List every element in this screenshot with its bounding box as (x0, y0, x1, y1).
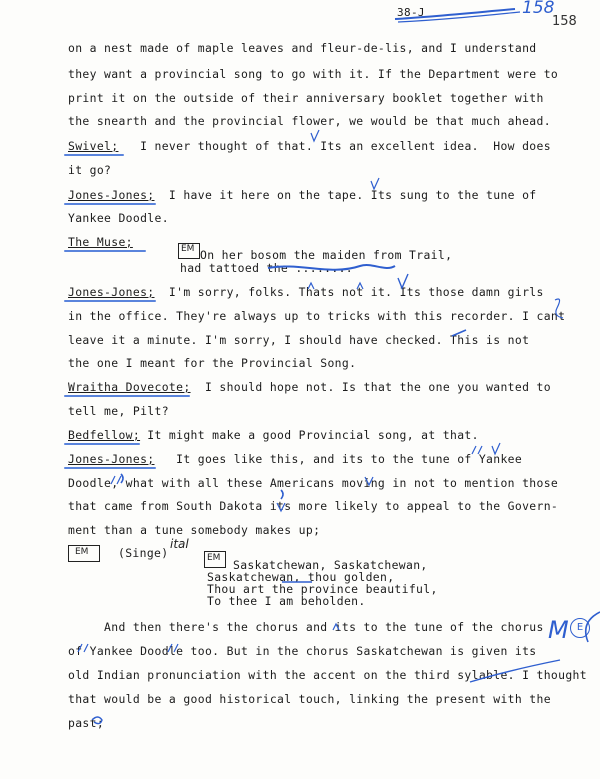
handwritten-page-number-2: 158 (552, 14, 577, 29)
strike-mark (452, 330, 466, 336)
text-line: past; (68, 716, 105, 730)
speech-line: Jones-Jones; I have it here on the tape. Its sung to the tune of (68, 188, 537, 202)
speaker-name: Jones-Jones; (68, 188, 155, 202)
verse-line: Saskatchewan, thou golden, (207, 570, 395, 584)
verse-line: Thou art the province beautiful, (207, 582, 438, 596)
speaker-name: Jones-Jones; (68, 452, 155, 466)
handwritten-note: ital (170, 537, 189, 551)
curl-mark (586, 612, 600, 642)
speaker-name: Jones-Jones; (68, 285, 155, 299)
check-mark (398, 274, 408, 288)
speech-line: Jones-Jones; I'm sorry, folks. Thats not it. Its those damn girls (68, 285, 544, 299)
strike-scribble (268, 265, 395, 270)
speaker-name: Swivel; (68, 139, 119, 153)
verse-line: had tattoed the ........ (180, 261, 353, 275)
handwritten-page-number: 158 (522, 0, 555, 18)
text-line: print it on the outside of their anniversary booklet together with (68, 91, 544, 105)
caret-mark (333, 624, 339, 630)
check-mark (311, 130, 319, 141)
speech-line: Wraitha Dovecote; I should hope not. Is that the one you wanted to (68, 380, 551, 394)
verse-line: On her bosom the maiden from Trail, (200, 248, 453, 262)
margin-circle: E (570, 618, 590, 638)
check-mark (492, 443, 500, 454)
strike-underline (470, 660, 560, 682)
text-line: And then there's the chorus and its to the tune of the chorus (68, 620, 544, 634)
text-line: the snearth and the provincial flower, we would be that much ahead. (68, 114, 551, 128)
text-line: ment than a tune somebody makes up; (68, 523, 321, 537)
comma-mark (281, 490, 283, 499)
curl-mark (92, 717, 102, 724)
quote-mark (472, 446, 482, 454)
verse-line: Saskatchewan, Saskatchewan, (233, 558, 428, 572)
speech-line: Jones-Jones; It goes like this, and its to the tune of Yankee (68, 452, 523, 466)
speaker-name: The Muse; (68, 235, 133, 249)
text-line: that would be a good historical touch, linking the present with the (68, 692, 551, 706)
speech-line: Swivel; I never thought of that. Its an excellent idea. How does (68, 139, 551, 153)
text-line: that came from South Dakota its more likely to appeal to the Govern- (68, 499, 559, 513)
quote-mark (168, 644, 178, 652)
check-mark (371, 178, 379, 189)
insert-caret (277, 503, 285, 511)
text-line: it go? (68, 163, 112, 177)
text-line: old Indian pronunciation with the accent on the third sylable. I thought (68, 668, 587, 682)
text-line: tell me, Pilt? (68, 404, 169, 418)
caret-mark (357, 283, 363, 289)
speaker-name: Wraitha Dovecote; (68, 380, 191, 394)
stage-direction: (Singe) (118, 546, 169, 560)
insert-caret (365, 477, 373, 485)
em-mark: EM (68, 545, 100, 562)
em-mark: EM (204, 551, 226, 568)
text-line: Yankee Doodle. (68, 211, 169, 225)
text-line: in the office. They're always up to tricks with this recorder. I cant (68, 309, 566, 323)
speech-line: Bedfellow; It might make a good Provincial song, at that. (68, 428, 479, 442)
comma-mark (121, 474, 123, 483)
page-label: 38-J (397, 6, 425, 19)
text-line: they want a provincial song to go with it. If the Department were to (68, 67, 559, 81)
text-line: the one I meant for the Provincial Song. (68, 356, 357, 370)
quote-mark (111, 476, 121, 484)
em-mark: EM (178, 243, 200, 259)
text-line: leave it a minute. I'm sorry, I should have checked. This is not (68, 333, 530, 347)
text-line: of Yankee Doodle too. But in the chorus Saskatchewan is given its (68, 644, 537, 658)
text-line: Doodle, what with all these Americans moving in not to mention those (68, 476, 559, 490)
text-line: on a nest made of maple leaves and fleur-de-lis, and I understand (68, 41, 537, 55)
quote-mark (78, 644, 88, 652)
insert-mark (555, 299, 563, 318)
speaker-name: Bedfellow; (68, 428, 141, 442)
caret-mark (308, 283, 314, 289)
margin-initials: M (548, 616, 569, 644)
verse-line: To thee I am beholden. (207, 594, 366, 608)
